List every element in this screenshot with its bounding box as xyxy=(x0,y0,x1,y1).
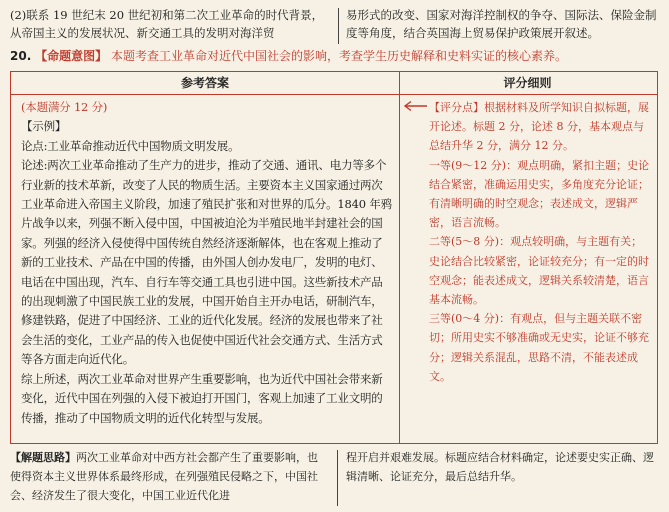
intent-text: 本题考查工业革命对近代中国社会的影响，考查学生历史解释和史料实证的核心素养。 xyxy=(110,49,567,63)
arrow-left-icon xyxy=(403,100,427,112)
previous-answer-right-text: 易形式的改变、国家对海洋控制权的争夺、国际法、保险金制度等角度，结合英国海上贸易保护政策展开叙述。 xyxy=(346,8,657,40)
scoring-grade-1: 一等(9～12 分)：观点明确，紧扣主题；史论结合紧密，准确运用史实，多角度充分论证；有清晰明确的时空观念；表述成文，逻辑严密，语言流畅。 xyxy=(429,158,650,230)
scoring-rules-column xyxy=(429,98,653,386)
reference-answer-column xyxy=(21,98,393,428)
scoring-points: 【评分点】根据材料及所学知识自拟标题，展开论述。标题 2 分，论述 8 分，基本观点与总结升华 2 分，满分 12 分。 xyxy=(429,101,649,153)
answer-table xyxy=(10,71,658,444)
solution-left-text: 两次工业革命对中西方社会都产生了重要影响，也使得资本主义世界体系最终形成，在列强殖民侵略之下，中国社会、经济发生了很大变化，中国工业近代化进 xyxy=(10,451,318,502)
argument-paragraph: 论述:两次工业革命推动了生产力的进步，推动了交通、通讯、电力等多个行业新的技术革新，改变了人民的物质生活。主要资本主义国家通过两次工业革命进入帝国主义阶段，加速了殖民扩张和对世界的瓜分。1840 年鸦片战争以来，列强不断入侵中国，中国被迫沦为半殖民地半封建社会的国家。列强的经济入侵使得中国传统自然经济逐渐解体，也在客观上推动了新的工业技术、产品在中国的传播，由外国人创办发电厂，发明的电灯、电话在中国出现，汽车、自行车等交通工具也引进中国。这些新技术产品的出现刺激了中国民族工业的发展，中国开始自主开办电话，研制汽车，修建铁路，促进了中国经济、工业的近代化发展。经济的发展也带来了社会生活的变化，工业产品的传入也促使中国近代社会交通方式、生活方式等各方面走向近代化。 xyxy=(21,158,392,367)
thesis-statement: 论点:工业革命推动近代中国物质文明发展。 xyxy=(21,138,240,153)
solution-tag: 【解题思路】 xyxy=(10,451,76,464)
previous-answer-left-text: (2)联系 19 世纪末 20 世纪初和第二次工业革命的时代背景，从帝国主义的发展状况、新交通工具的发明对海洋贸 xyxy=(10,8,324,40)
solution-left xyxy=(10,448,328,505)
table-column-divider xyxy=(399,72,400,443)
header-scoring-rules: 评分细则 xyxy=(503,76,552,90)
header-reference-answer: 参考答案 xyxy=(180,76,229,90)
column-divider xyxy=(337,450,338,506)
scoring-grade-3: 三等(0～4 分)：有观点，但与主题关联不密切；所用史实不够准确或无史实，论证不够充分；逻辑关系混乱，思路不清，不能表述成文。 xyxy=(429,312,649,383)
full-score-note: (本题满分 12 分) xyxy=(21,100,108,114)
previous-answer-section xyxy=(10,6,660,44)
intent-tag: 【命题意图】 xyxy=(35,49,108,63)
scoring-grade-2: 二等(5～8 分)：观点较明确，与主题有关；史论结合比较紧密，论证较充分；有一定的时空观念；能表述成文，逻辑关系较清楚，语言基本流畅。 xyxy=(429,235,649,307)
column-divider xyxy=(338,8,339,44)
question-number: 20. xyxy=(10,49,32,63)
solution-approach-section xyxy=(10,448,660,508)
table-header-row xyxy=(11,72,657,95)
solution-right-text: 程开启并艰难发展。标题应结合材料确定，论述要史实正确、逻辑清晰、论证充分，最后总结升华。 xyxy=(346,451,654,483)
question-intent xyxy=(10,48,660,64)
example-label: 【示例】 xyxy=(21,119,67,134)
conclusion-paragraph: 综上所述，两次工业革命对世界产生重要影响，也为近代中国社会带来新变化，近代中国在列强的入侵下被迫打开国门，客观上加速了工业文明的传播，推动了中国物质文明的近代化转型与发展。 xyxy=(21,371,383,425)
